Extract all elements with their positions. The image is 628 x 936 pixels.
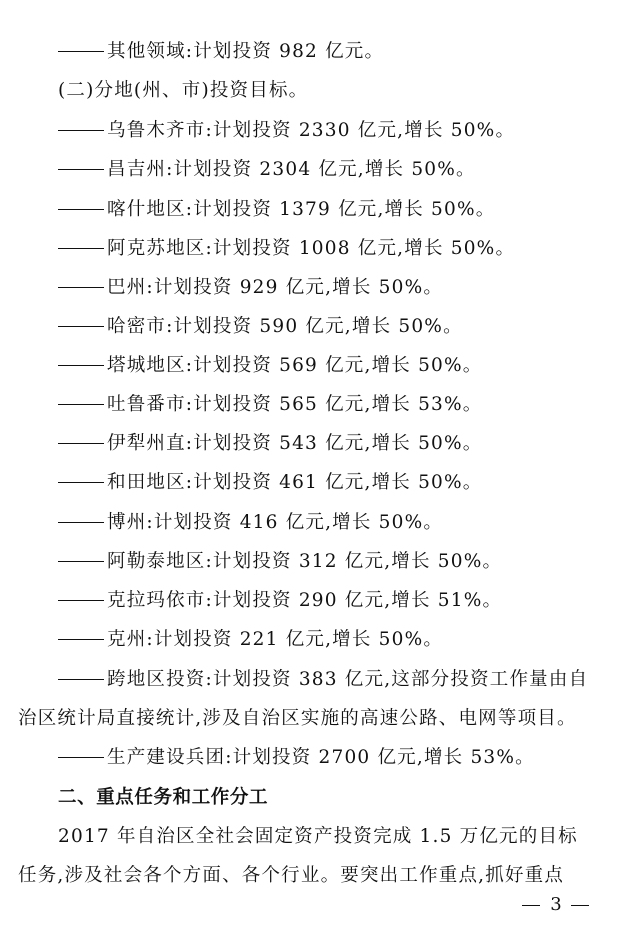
region-item <box>58 549 606 575</box>
line-text: (二)分地(州、市)投资目标。 <box>58 80 309 101</box>
region-item <box>58 627 606 653</box>
em-dash <box>58 326 104 327</box>
em-dash <box>58 482 104 483</box>
line-text: 伊犁州直:计划投资 543 亿元,增长 50%。 <box>107 433 483 454</box>
em-dash <box>58 248 104 249</box>
line-text: 克拉玛依市:计划投资 290 亿元,增长 51%。 <box>107 590 503 611</box>
line-text: 二、重点任务和工作分工 <box>58 787 269 808</box>
cross-region-continuation <box>18 706 608 732</box>
page-number-dash <box>522 905 540 906</box>
em-dash <box>58 639 104 640</box>
region-item <box>58 197 606 223</box>
em-dash <box>58 51 104 52</box>
cross-region-item <box>58 667 606 693</box>
line-text: 跨地区投资:计划投资 383 亿元,这部分投资工作量由自 <box>107 669 589 690</box>
line-text: 喀什地区:计划投资 1379 亿元,增长 50%。 <box>107 199 496 220</box>
em-dash <box>58 169 104 170</box>
line-text: 博州:计划投资 416 亿元,增长 50%。 <box>107 512 444 533</box>
region-item <box>58 470 606 496</box>
em-dash <box>58 522 104 523</box>
em-dash <box>58 209 104 210</box>
line-text: 和田地区:计划投资 461 亿元,增长 50%。 <box>107 472 483 493</box>
em-dash <box>58 561 104 562</box>
region-item <box>58 314 606 340</box>
corps-item <box>58 745 606 771</box>
item-other-fields <box>58 39 606 65</box>
region-item <box>58 236 606 262</box>
region-item <box>58 588 606 614</box>
line-text: 其他领域:计划投资 982 亿元。 <box>107 41 385 62</box>
page-number-dash <box>571 905 589 906</box>
region-item <box>58 353 606 379</box>
region-item <box>58 431 606 457</box>
line-text: 治区统计局直接统计,涉及自治区实施的高速公路、电网等项目。 <box>18 708 577 729</box>
line-text: 乌鲁木齐市:计划投资 2330 亿元,增长 50%。 <box>107 120 516 141</box>
line-text: 昌吉州:计划投资 2304 亿元,增长 50%。 <box>107 159 476 180</box>
em-dash <box>58 679 104 680</box>
line-text: 塔城地区:计划投资 569 亿元,增长 50%。 <box>107 355 483 376</box>
line-text: 哈密市:计划投资 590 亿元,增长 50%。 <box>107 316 463 337</box>
line-text: 吐鲁番市:计划投资 565 亿元,增长 53%。 <box>107 394 483 415</box>
page-number-value: 3 <box>550 894 562 915</box>
line-text: 巴州:计划投资 929 亿元,增长 50%。 <box>107 277 444 298</box>
line-text: 任务,涉及社会各个方面、各个行业。要突出工作重点,抓好重点 <box>18 865 565 886</box>
em-dash <box>58 443 104 444</box>
em-dash <box>58 130 104 131</box>
line-text: 克州:计划投资 221 亿元,增长 50%。 <box>107 629 444 650</box>
line-text: 2017 年自治区全社会固定资产投资完成 1.5 万亿元的目标 <box>58 826 578 847</box>
region-item <box>58 118 606 144</box>
em-dash <box>58 365 104 366</box>
body-paragraph-line <box>58 824 606 850</box>
em-dash <box>58 600 104 601</box>
subsection-heading <box>58 78 606 104</box>
em-dash <box>58 757 104 758</box>
em-dash <box>58 404 104 405</box>
em-dash <box>58 287 104 288</box>
line-text: 阿克苏地区:计划投资 1008 亿元,增长 50%。 <box>107 238 516 259</box>
line-text: 阿勒泰地区:计划投资 312 亿元,增长 50%。 <box>107 551 503 572</box>
region-item <box>58 392 606 418</box>
body-paragraph-line <box>18 863 608 889</box>
region-item <box>58 510 606 536</box>
section-heading <box>58 785 606 811</box>
region-item <box>58 275 606 301</box>
region-item <box>58 157 606 183</box>
line-text: 生产建设兵团:计划投资 2700 亿元,增长 53%。 <box>107 747 535 768</box>
